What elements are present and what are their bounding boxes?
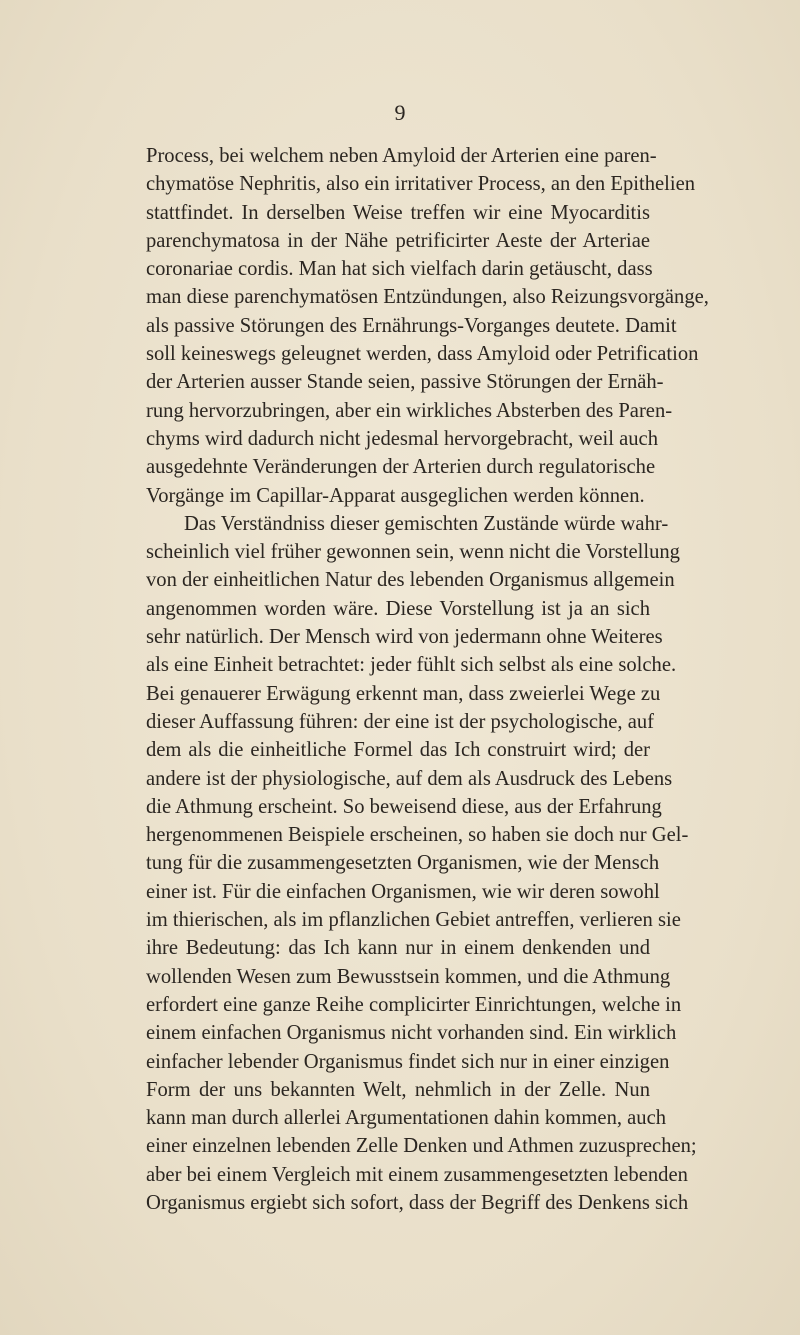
text-line: tung für die zusammengesetzten Organismen, wie der Mensch: [146, 852, 660, 875]
text-line: von der einheitlichen Natur des lebenden Organismus allgemein: [146, 569, 675, 592]
text-line: Vorgänge im Capillar-Apparat ausgeglichen werden können.: [146, 484, 645, 507]
text-line: Bei genauerer Erwägung erkennt man, dass zweierlei Wege zu: [146, 682, 661, 705]
text-line: coronariae cordis. Man hat sich vielfach darin getäuscht, dass: [146, 258, 653, 281]
text-line: scheinlich viel früher gewonnen sein, wenn nicht die Vorstellung: [146, 541, 680, 564]
text-line: dem als die einheitliche Formel das Ich construirt wird; der: [146, 739, 650, 762]
text-line: einem einfachen Organismus nicht vorhanden sind. Ein wirklich: [146, 1022, 677, 1045]
text-line: Das Verständniss dieser gemischten Zustände würde wahr-: [184, 512, 669, 535]
text-line: die Athmung erscheint. So beweisend diese, aus der Erfahrung: [146, 795, 662, 818]
text-line: stattfindet. In derselben Weise treffen wir eine Myocarditis: [146, 201, 650, 224]
text-line: sehr natürlich. Der Mensch wird von jedermann ohne Weiteres: [146, 626, 663, 649]
text-line: chyms wird dadurch nicht jedesmal hervorgebracht, weil auch: [146, 427, 658, 450]
text-line: Form der uns bekannten Welt, nehmlich in der Zelle. Nun: [146, 1078, 650, 1101]
text-line: erfordert eine ganze Reihe complicirter Einrichtungen, welche in: [146, 993, 682, 1016]
text-line: Process, bei welchem neben Amyloid der Arterien eine paren-: [146, 145, 657, 167]
text-line: einfacher lebender Organismus findet sich nur in einer einzigen: [146, 1050, 670, 1073]
text-line: chymatöse Nephritis, also ein irritativer Process, an den Epithelien: [146, 173, 696, 196]
text-line: Organismus ergiebt sich sofort, dass der Begriff des Denkens sich: [146, 1191, 689, 1214]
text-line: einer ist. Für die einfachen Organismen, wie wir deren sowohl: [146, 880, 660, 903]
text-line: der Arterien ausser Stande seien, passive Störungen der Ernäh-: [146, 371, 664, 394]
text-line: hergenommenen Beispiele erscheinen, so haben sie doch nur Gel-: [146, 824, 689, 847]
text-line: einer einzelnen lebenden Zelle Denken und Athmen zuzusprechen;: [146, 1135, 697, 1158]
text-line: soll keineswegs geleugnet werden, dass Amyloid oder Petrification: [146, 343, 699, 366]
text-line: aber bei einem Vergleich mit einem zusammengesetzten lebenden: [146, 1163, 688, 1186]
text-line: im thierischen, als im pflanzlichen Gebiet antreffen, verlieren sie: [146, 909, 681, 932]
text-line: als eine Einheit betrachtet: jeder fühlt sich selbst als eine solche.: [146, 654, 677, 677]
text-line: man diese parenchymatösen Entzündungen, also Reizungsvorgänge,: [146, 286, 709, 309]
body-text: [146, 142, 709, 1217]
text-line: angenommen worden wäre. Diese Vorstellung ist ja an sich: [146, 597, 650, 620]
text-line: parenchymatosa in der Nähe petrificirter Aeste der Arteriae: [146, 229, 650, 252]
text-line: rung hervorzubringen, aber ein wirkliches Absterben des Paren-: [146, 399, 673, 422]
text-line: kann man durch allerlei Argumentationen dahin kommen, auch: [146, 1107, 667, 1130]
text-line: ihre Bedeutung: das Ich kann nur in einem denkenden und: [146, 937, 650, 960]
text-line: ausgedehnte Veränderungen der Arterien durch regulatorische: [146, 456, 656, 479]
text-line: andere ist der physiologische, auf dem als Ausdruck des Lebens: [146, 767, 673, 790]
text-line: dieser Auffassung führen: der eine ist der psychologische, auf: [146, 710, 655, 733]
text-line: als passive Störungen des Ernährungs-Vorganges deutete. Damit: [146, 314, 677, 337]
page-number: 9: [394, 100, 406, 125]
text-line: wollenden Wesen zum Bewusstsein kommen, und die Athmung: [146, 965, 671, 988]
